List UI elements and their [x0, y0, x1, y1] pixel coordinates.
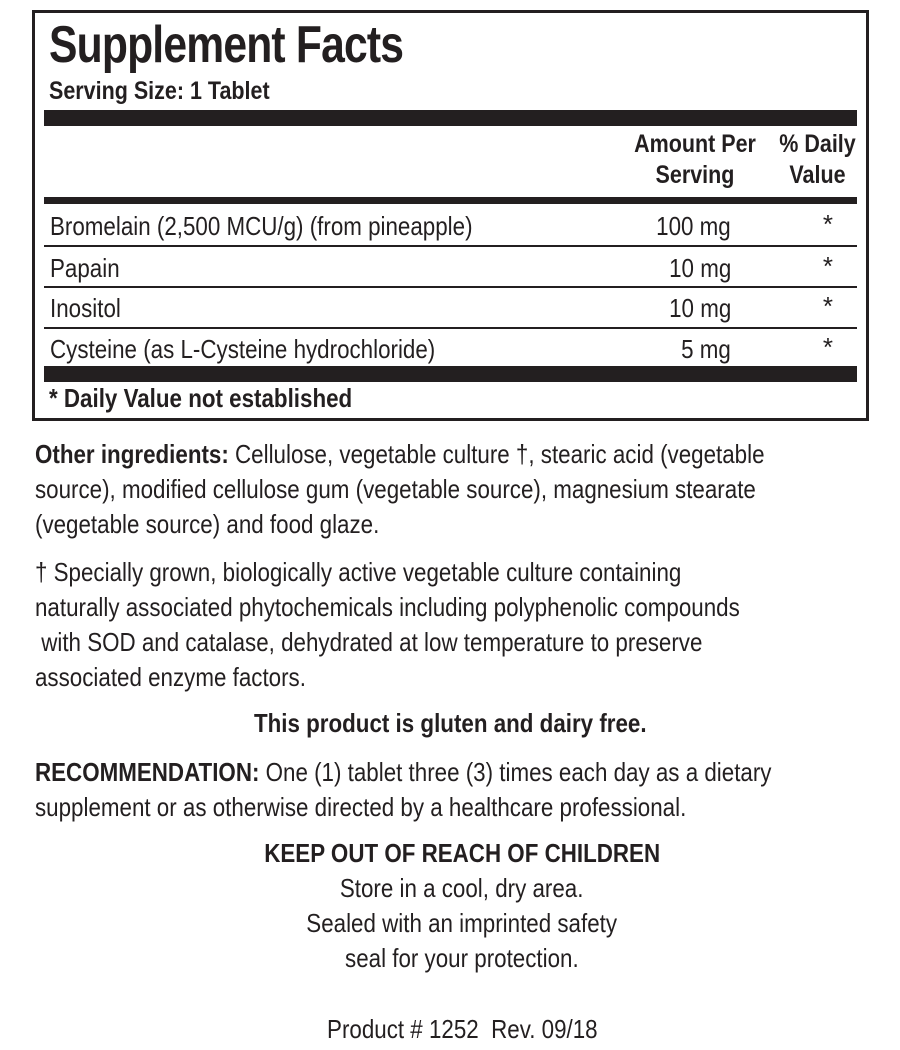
thick-divider [44, 366, 857, 382]
nutrient-name: Cysteine (as L-Cysteine hydrochloride) [50, 334, 436, 364]
storage-instructions: Store in a cool, dry area. Sealed with an imprinted safety seal for your protection. [306, 873, 618, 973]
gluten-dairy-free-statement: This product is gluten and dairy free. [253, 708, 647, 738]
header-daily-value: % Daily Value [779, 130, 856, 189]
nutrient-amount: 10 mg [668, 253, 731, 283]
nutrient-name: Papain [50, 253, 120, 283]
culture-note: † Specially grown, biologically active vegetable culture containing naturally associated phytochemicals including polyphenolic compounds with SOD and catalase, dehydrated at low temperature to preserve associated enzyme factors. [35, 557, 740, 692]
serving-size: Serving Size: 1 Tablet [49, 77, 270, 105]
nutrient-name: Bromelain (2,500 MCU/g) (from pineapple) [50, 211, 473, 241]
header-divider [44, 197, 857, 204]
daily-value-footnote: * Daily Value not established [49, 383, 353, 413]
nutrient-dv: * [822, 291, 833, 321]
nutrient-amount: 100 mg [656, 211, 731, 241]
nutrient-dv: * [822, 332, 833, 362]
other-ingredients: Other ingredients: Cellulose, vegetable culture †, stearic acid (vegetable source), modified cellulose gum (vegetable source), magnesium stearate (vegetable source) and food glaze. [35, 439, 765, 539]
nutrient-dv: * [822, 209, 833, 239]
nutrient-dv: * [822, 251, 833, 281]
supplement-facts-panel [32, 10, 869, 421]
nutrient-amount: 10 mg [668, 293, 731, 323]
nutrient-row [44, 247, 857, 287]
header-amount-per-serving: Amount Per Serving [634, 130, 756, 189]
children-warning: KEEP OUT OF REACH OF CHILDREN [264, 838, 660, 868]
nutrient-amount: 5 mg [681, 334, 731, 364]
panel-title: Supplement Facts [49, 16, 404, 74]
nutrient-row [44, 205, 857, 245]
nutrient-row [44, 328, 857, 368]
other-ingredients-label: Other ingredients: [35, 439, 229, 469]
nutrient-row [44, 287, 857, 327]
product-number: Product # 1252 Rev. 09/18 [326, 1014, 598, 1044]
recommendation-label: RECOMMENDATION: [35, 757, 260, 787]
recommendation: RECOMMENDATION: One (1) tablet three (3) times each day as a dietary supplement or as otherwise directed by a healthcare professional. [35, 757, 772, 822]
nutrient-name: Inositol [50, 293, 121, 323]
thick-divider [44, 110, 857, 126]
